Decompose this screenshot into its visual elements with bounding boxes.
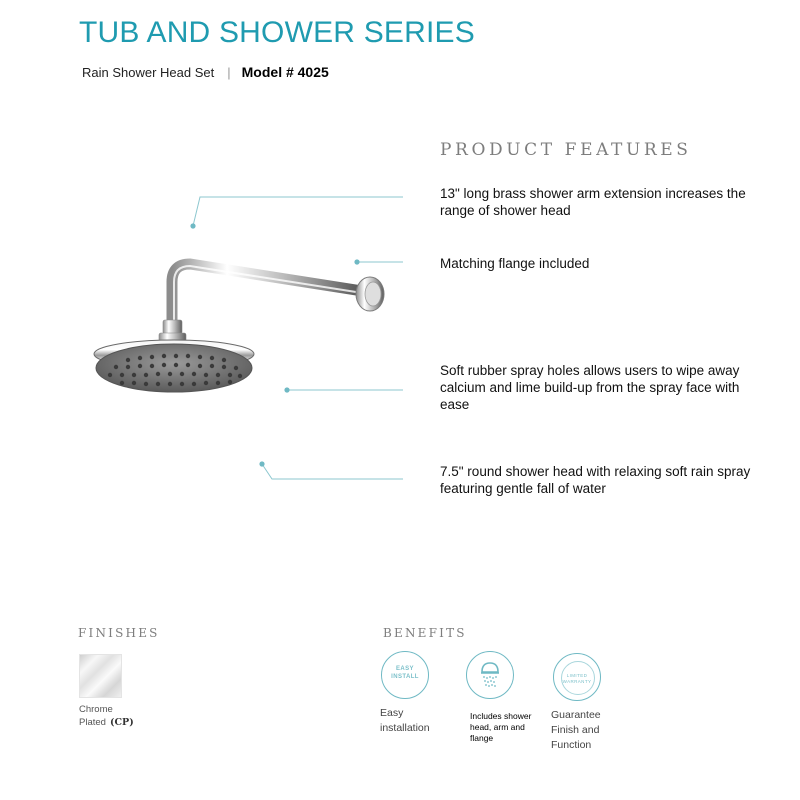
feature-spray-holes: Soft rubber spray holes allows users to wipe away calcium and lime build-up from the spray face with ease <box>440 363 740 412</box>
benefit-includes-label: Includes shower head, arm and flange <box>470 711 532 743</box>
product-name: Rain Shower Head Set <box>82 65 215 80</box>
finishes-heading: FINISHES <box>78 626 160 640</box>
limited-warranty-badge-icon <box>553 653 601 701</box>
finish-name: Chrome Plated <box>79 704 113 728</box>
feature-shower-arm: 13" long brass shower arm extension increases the range of shower head <box>440 186 746 218</box>
leader-dot-arm <box>190 223 195 228</box>
leader-dot-spray <box>284 387 289 392</box>
leader-line-arm <box>193 197 403 226</box>
benefits-heading: BENEFITS <box>383 626 467 640</box>
subtitle-separator: | <box>227 65 231 80</box>
leader-dot-flange <box>354 259 359 264</box>
finish-code: (CP) <box>110 717 134 728</box>
leader-dot-head <box>259 461 264 466</box>
finish-label <box>79 703 134 729</box>
model-number: Model # 4025 <box>241 64 329 80</box>
easy-install-badge-icon <box>381 651 429 699</box>
product-features-heading: PRODUCT FEATURES <box>440 140 692 160</box>
page-title: TUB AND SHOWER SERIES <box>79 16 475 49</box>
shower-head-icon <box>466 651 514 699</box>
benefit-easy-install-label: Easy installation <box>380 707 430 734</box>
warranty-badge-text: LIMITED WARRANTY <box>562 673 592 684</box>
leader-line-head <box>262 464 403 479</box>
benefit-warranty-label: Guarantee Finish and Function <box>551 709 601 751</box>
chrome-finish-swatch <box>79 654 122 698</box>
feature-flange: Matching flange included <box>440 256 590 271</box>
feature-shower-head: 7.5" round shower head with relaxing soft rain spray featuring gentle fall of water <box>440 464 751 496</box>
easy-install-badge-text: EASY INSTALL <box>391 666 419 680</box>
